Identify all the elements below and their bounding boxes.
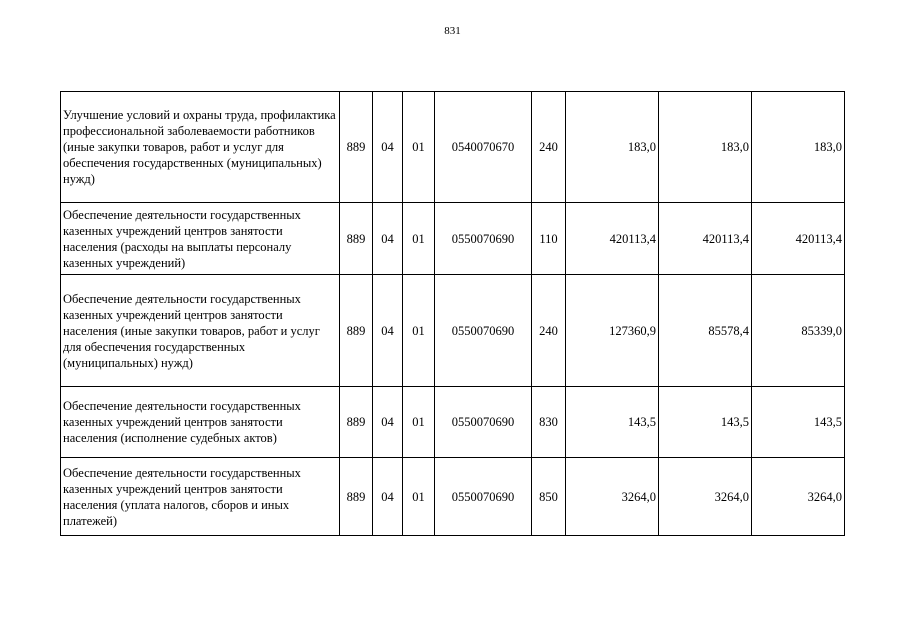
table-row [61,92,845,203]
section-code: 04 [373,92,403,203]
ministry-code: 889 [340,458,373,536]
amount-year-3: 183,0 [752,92,845,203]
expense-type-code: 240 [532,92,566,203]
row-description: Обеспечение деятельности государственных казенных учреждений центров занятости населения (уплата налогов, сборов и иных платежей) [61,458,340,536]
row-description: Обеспечение деятельности государственных казенных учреждений центров занятости населения (исполнение судебных актов) [61,387,340,458]
target-article-code: 0550070690 [435,458,532,536]
subsection-code: 01 [403,275,435,387]
amount-year-3: 85339,0 [752,275,845,387]
table-row [61,203,845,275]
target-article-code: 0550070690 [435,203,532,275]
section-code: 04 [373,203,403,275]
amount-year-2: 143,5 [659,387,752,458]
amount-year-2: 183,0 [659,92,752,203]
subsection-code: 01 [403,92,435,203]
ministry-code: 889 [340,92,373,203]
amount-year-1: 420113,4 [566,203,659,275]
subsection-code: 01 [403,203,435,275]
target-article-code: 0550070690 [435,387,532,458]
amount-year-2: 85578,4 [659,275,752,387]
subsection-code: 01 [403,387,435,458]
ministry-code: 889 [340,275,373,387]
expense-type-code: 830 [532,387,566,458]
amount-year-2: 420113,4 [659,203,752,275]
target-article-code: 0550070690 [435,275,532,387]
amount-year-1: 127360,9 [566,275,659,387]
row-description: Обеспечение деятельности государственных казенных учреждений центров занятости населения (расходы на выплаты персоналу казенных учреждений) [61,203,340,275]
amount-year-3: 3264,0 [752,458,845,536]
amount-year-2: 3264,0 [659,458,752,536]
amount-year-3: 420113,4 [752,203,845,275]
ministry-code: 889 [340,387,373,458]
subsection-code: 01 [403,458,435,536]
expense-type-code: 850 [532,458,566,536]
table-row [61,458,845,536]
expense-type-code: 240 [532,275,566,387]
amount-year-1: 183,0 [566,92,659,203]
row-description: Улучшение условий и охраны труда, профилактика профессиональной заболеваемости работников (иные закупки товаров, работ и услуг для обеспечения государственных (муниципальных) нужд) [61,92,340,203]
target-article-code: 0540070670 [435,92,532,203]
section-code: 04 [373,275,403,387]
amount-year-1: 3264,0 [566,458,659,536]
section-code: 04 [373,458,403,536]
table-row [61,387,845,458]
budget-table [60,91,845,536]
amount-year-3: 143,5 [752,387,845,458]
row-description: Обеспечение деятельности государственных казенных учреждений центров занятости населения (иные закупки товаров, работ и услуг для обеспечения государственных (муниципальных) нужд) [61,275,340,387]
page-number: 831 [444,25,461,37]
expense-type-code: 110 [532,203,566,275]
table-row [61,275,845,387]
ministry-code: 889 [340,203,373,275]
amount-year-1: 143,5 [566,387,659,458]
section-code: 04 [373,387,403,458]
